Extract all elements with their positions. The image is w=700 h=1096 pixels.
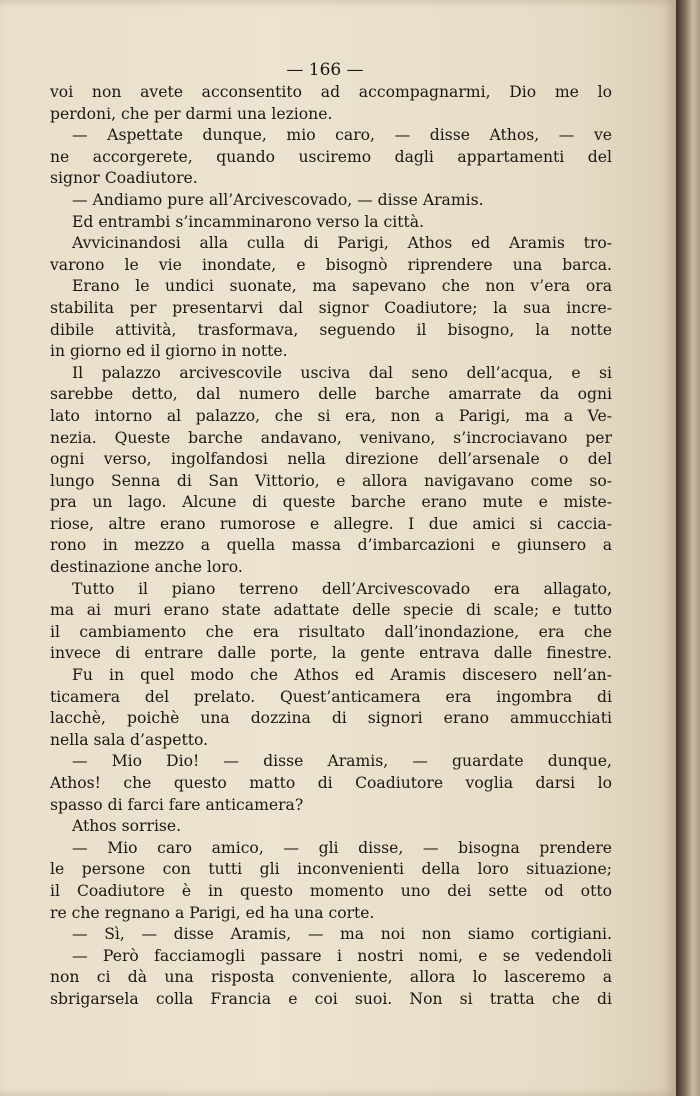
text-line: lacchè, poichè una dozzina di signori erano ammucchiati [50, 709, 612, 728]
text-line: spasso di farci fare anticamera? [50, 795, 304, 814]
text-line: in giorno ed il giorno in notte. [50, 342, 288, 361]
text-line: — Andiamo pure all’Arcivescovado, — disse Aramis. [72, 190, 484, 209]
text-line: le persone con tutti gli inconvenienti della loro situazione; [50, 860, 612, 879]
text-line: ma ai muri erano state adattate delle specie di scale; e tutto [50, 601, 612, 620]
text-line: Athos sorrise. [72, 817, 182, 836]
text-line: pra un lago. Alcune di queste barche erano mute e miste- [50, 493, 612, 512]
text-line: il cambiamento che era risultato dall’inondazione, era che [50, 622, 612, 641]
text-line: invece di entrare dalle porte, la gente entrava dalle finestre. [50, 644, 612, 663]
text-line: il Coadiutore è in questo momento uno dei sette od otto [50, 881, 612, 900]
text-line: stabilita per presentarvi dal signor Coadiutore; la sua incre- [50, 298, 612, 317]
text-line: rono in mezzo a quella massa d’imbarcazioni e giunsero a [50, 536, 612, 555]
text-line: perdoni, che per darmi una lezione. [50, 104, 333, 123]
text-line: nezia. Queste barche andavano, venivano, s’incrociavano per [50, 428, 612, 447]
text-line: varono le vie inondate, e bisognò riprendere una barca. [50, 255, 612, 274]
book-gutter [676, 0, 700, 1096]
text-line: sarebbe detto, dal numero delle barche amarrate da ogni [50, 385, 612, 404]
text-line: Tutto il piano terreno dell’Arcivescovado era allagato, [72, 579, 612, 598]
text-line: riose, altre erano rumorose e allegre. I due amici si caccia- [50, 514, 612, 533]
text-line: re che regnano a Parigi, ed ha una corte. [50, 903, 375, 922]
body-text [50, 82, 612, 1011]
text-line: — Sì, — disse Aramis, — ma noi non siamo cortigiani. [72, 925, 612, 944]
text-line: — Mio caro amico, — gli disse, — bisogna prendere [72, 838, 612, 857]
text-line: — Aspettate dunque, mio caro, — disse Athos, — ve [72, 126, 612, 145]
text-line: non ci dà una risposta conveniente, allora lo lasceremo a [50, 968, 612, 987]
text-line: — Però facciamogli passare i nostri nomi, e se vedendoli [72, 946, 612, 965]
text-line: lungo Senna di San Vittorio, e allora navigavano come so- [50, 471, 612, 490]
text-line: lato intorno al palazzo, che si era, non a Parigi, ma a Ve- [50, 406, 612, 425]
text-line: voi non avete acconsentito ad accompagnarmi, Dio me lo [50, 83, 612, 101]
text-line: Fu in quel modo che Athos ed Aramis discesero nell’an- [72, 666, 612, 685]
text-line: nella sala d’aspetto. [50, 730, 209, 749]
text-line: Athos! che questo matto di Coadiutore voglia darsi lo [50, 774, 612, 792]
text-line: dibile attività, trasformava, seguendo il bisogno, la notte [50, 320, 612, 339]
text-line: Avvicinandosi alla culla di Parigi, Athos ed Aramis tro- [72, 234, 612, 253]
text-line: — Mio Dio! — disse Aramis, — guardate dunque, [72, 752, 612, 771]
text-line: Erano le undici suonate, ma sapevano che non v’era ora [72, 277, 612, 296]
text-line: ne accorgerete, quando usciremo dagli appartamenti del [50, 147, 612, 166]
text-line: destinazione anche loro. [50, 558, 243, 577]
text-line: ticamera del prelato. Quest’anticamera era ingombra di [50, 687, 612, 706]
text-line: Ed entrambi s’incamminarono verso la città. [72, 212, 425, 231]
text-line: ogni verso, ingolfandosi nella direzione dell’arsenale o del [50, 450, 612, 469]
text-line: Il palazzo arcivescovile usciva dal seno dell’acqua, e si [72, 363, 612, 382]
page-number: — 166 — [286, 60, 364, 80]
text-line: signor Coadiutore. [50, 169, 198, 188]
text-line: sbrigarsela colla Francia e coi suoi. Non si tratta che di [50, 989, 612, 1008]
